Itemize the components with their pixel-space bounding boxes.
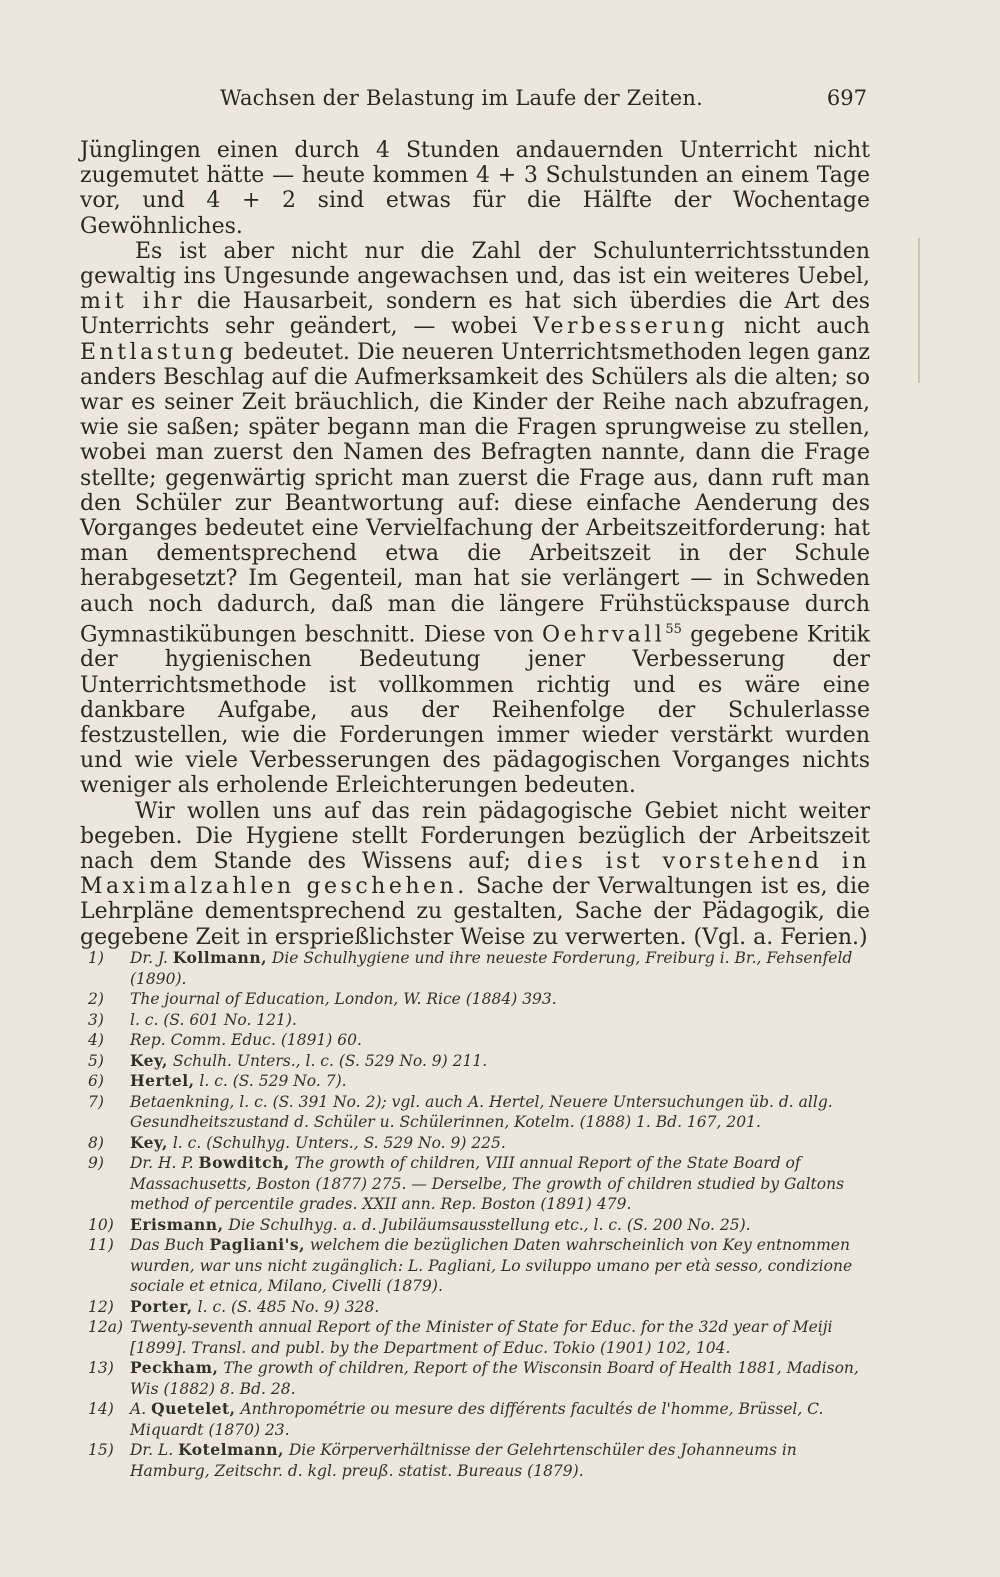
footnote: 12) Porter, l. c. (S. 485 No. 9) 328. bbox=[88, 1296, 380, 1316]
running-title: Wachsen der Belastung im Laufe der Zeiten. bbox=[220, 86, 703, 110]
spaced-emphasis: mit ihr bbox=[80, 289, 185, 315]
main-text bbox=[80, 138, 870, 950]
spaced-emphasis: Verbesserung bbox=[533, 314, 729, 340]
paragraph-3: Wir wollen uns auf das rein pädagogische Gebiet nicht weiter begeben. Die Hygiene stellt Forderungen bezüglich der Arbeitszeit nach dem Stande des Wissens auf; dies ist vorstehend in Maximalzahlen geschehen. Sache der Verwaltungen ist es, die Lehrpläne dementsprechend zu gestalten, Sache der Pädagogik, die gegebene Zeit in ersprießlichster Weise zu verwerten. (Vgl. a. Ferien.) bbox=[80, 798, 871, 950]
footnote: 6) Hertel, l. c. (S. 529 No. 7). bbox=[88, 1071, 347, 1090]
paragraph-2: Es ist aber nicht nur die Zahl der Schulunterrichtsstunden gewaltig ins Ungesunde angewachsen und, das ist ein weiteres Uebel, mit ihr die Hausarbeit, sondern es hat sich überdies die Art des Unterrichts sehr geändert, — wobei Verbesserung nicht auch Entlastung bedeutet. Die neueren Unterrichtsmethoden legen ganz anders Beschlag auf die Aufmerksamkeit des Schülers als die alten; so war es seiner Zeit bräuchlich, die Kinder der Reihe nach abzufragen, wie sie saßen; später begann man die Fragen sprungweise zu stellen, wobei man zuerst den Namen des Befragten nannte, dann die Frage stellte; gegenwärtig spricht man zuerst die Frage aus, dann ruft man den Schüler zur Beantwortung auf: diese einfache Aenderung des Vorganges bedeutet eine Vervielfachung der Arbeitszeitforderung: hat man dementsprechend etwa die Arbeitszeit in der Schule herabgesetzt? Im Gegenteil, man hat sie verlängert — in Schweden auch noch dadurch, daß man die längere Frühstückspause durch Gymnastikübungen beschnitt. Diese von Oehrvall$^{55}$ gegebene Kritik der hygienischen Bedeutung jener Verbesserung der Unterrichtsmethode ist vollkommen richtig und es wäre eine dankbare Aufgabe, aus der Reihenfolge der Schulerlasse festzustellen, wie die Forderungen immer wieder verstärkt wurden und wie viele Verbesserungen des pädagogischen Vorganges nichts weniger als erholende Erleichterungen bedeuten. bbox=[80, 238, 871, 799]
footnote: 1) Dr. J. Kollmann, Die Schulhygiene und ihre neueste Forderung, Freiburg i. Br., Fehsenfeld (1890). bbox=[88, 948, 853, 988]
footnote-ref: 55 bbox=[665, 621, 682, 637]
footnote: 8) Key, l. c. (Schulhyg. Unters., S. 529 No. 9) 225. bbox=[88, 1132, 506, 1152]
footnote: 3) l. c. (S. 601 No. 121). bbox=[88, 1010, 297, 1029]
footnote: 9) Dr. H. P. Bowditch, The growth of children, VIII annual Report of the State Board of Massachusetts, Boston (1877) 275. — Derselbe, The growth of children studied by Galtons method of percentile grades. XXII ann. Rep. Boston (1891) 479. bbox=[88, 1153, 845, 1213]
footnote: 13) Peckham, The growth of children, Report of the Wisconsin Board of Health 1881, Madison, Wis (1882) 8. Bd. 28. bbox=[88, 1358, 859, 1398]
running-header bbox=[80, 86, 867, 116]
footnote: 14) A. Quetelet, Anthropométrie ou mesure des différents facultés de l'homme, Brüssel, C. Miquardt (1870) 23. bbox=[88, 1399, 824, 1439]
footnote: 2) The journal of Education, London, W. Rice (1884) 393. bbox=[88, 990, 557, 1008]
footnote: 11) Das Buch Pagliani's, welchem die bezüglichen Daten wahrscheinlich von Key entnommen wurden, war uns nicht zugänglich: L. Pagliani, Lo sviluppo umano per età sesso, condizione sociale et etnica, Milano, Civelli (1879). bbox=[88, 1235, 853, 1295]
page-number: 697 bbox=[826, 86, 867, 110]
footnote: 10) Erismann, Die Schulhyg. a. d. Jubiläumsausstellung etc., l. c. (S. 200 No. 25). bbox=[88, 1214, 751, 1234]
margin-line bbox=[918, 238, 920, 383]
footnote: 4) Rep. Comm. Educ. (1891) 60. bbox=[88, 1031, 362, 1049]
paragraph-1: Jünglingen einen durch 4 Stunden andauernden Unterricht nicht zugemutet hätte — heute kommen 4 + 3 Schulstunden an einem Tage vor, und 4 + 2 sind etwas für die Hälfte der Wochentage Gewöhnliches. bbox=[80, 138, 870, 239]
footnote: 7) Betaenkning, l. c. (S. 391 No. 2); vgl. auch A. Hertel, Neuere Untersuchungen üb. d. allg. Gesundheitszustand d. Schüler u. Schülerinnen, Kotelm. (1888) 1. Bd. 167, 201. bbox=[88, 1092, 833, 1131]
footnotes bbox=[88, 948, 878, 1481]
spaced-emphasis: dies ist vorstehend in Maximalzahlen geschehen. bbox=[80, 849, 870, 900]
footnote: 12a) Twenty-seventh annual Report of the Minister of State for Educ. for the 32d year of Meiji [1899]. Transl. and publ. by the Department of Educ. Tokio (1901) 102, 104. bbox=[88, 1318, 833, 1357]
footnote: 5) Key, Schulh. Unters., l. c. (S. 529 No. 9) 211. bbox=[88, 1050, 488, 1070]
spaced-emphasis: Entlastung bbox=[80, 339, 237, 365]
footnote: 15) Dr. L. Kotelmann, Die Körperverhältnisse der Gelehrtenschüler des Johanneums in Hamburg, Zeitschr. d. kgl. preuß. statist. Bureaus (1879). bbox=[88, 1440, 797, 1480]
spaced-emphasis: Oehrvall bbox=[541, 622, 666, 648]
